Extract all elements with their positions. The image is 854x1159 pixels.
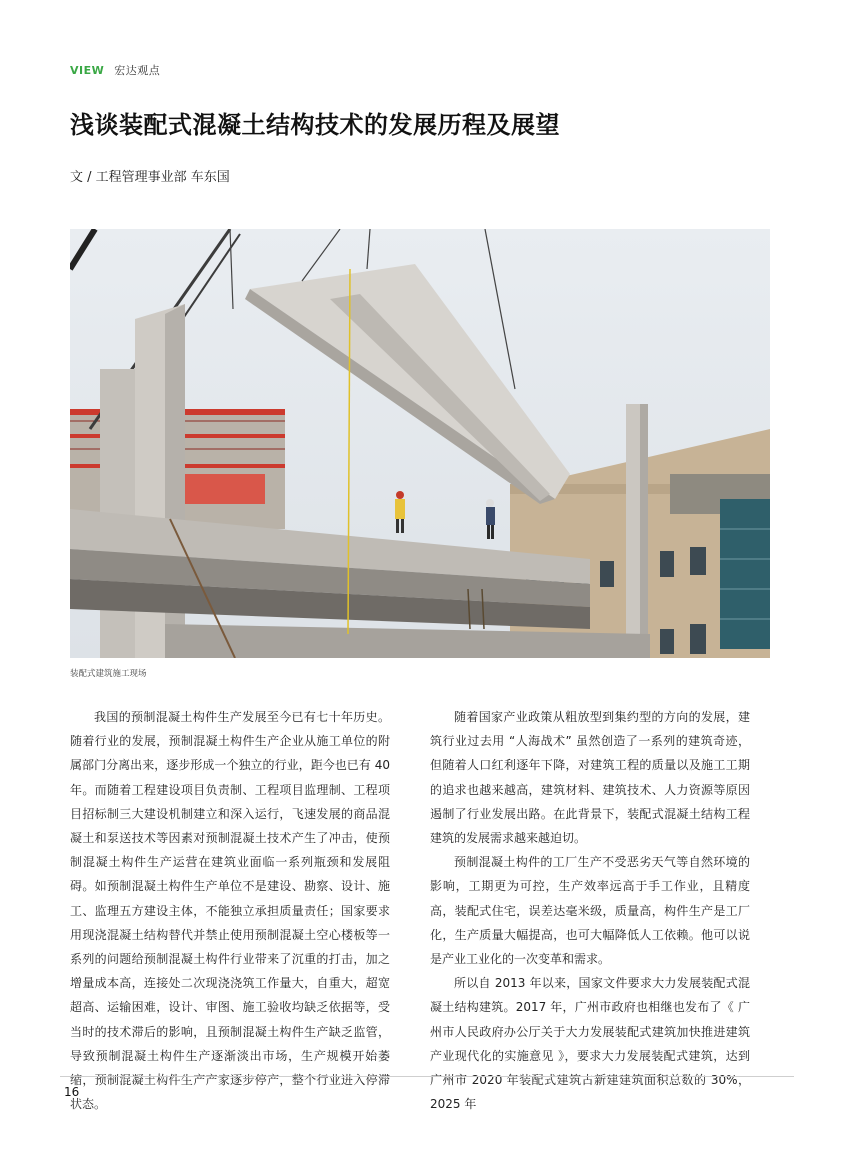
article-title: 浅谈装配式混凝土结构技术的发展历程及展望 [70, 111, 560, 139]
body-paragraph: 预制混凝土构件的工厂生产不受恶劣天气等自然环境的影响，工期更为可控，生产效率远高于手工作业，且精度高，装配式住宅，误差达毫米级，质量高，构件生产是工厂化，生产质量大幅提高，也可大幅降低人工依赖。他可以说是产业工业化的一次变革和需求。 [430, 855, 750, 967]
page-number: 16 [64, 1085, 80, 1099]
photo-caption: 装配式建筑施工现场 [70, 669, 147, 679]
section-tag [70, 62, 160, 78]
footer-divider [60, 1076, 794, 1077]
construction-site-photo [70, 229, 770, 658]
section-name: 宏达观点 [114, 64, 161, 77]
body-paragraph: 我国的预制混凝土构件生产发展至今已有七十年历史。随着行业的发展，预制混凝土构件生产企业从施工单位的附属部门分离出来，逐步形成一个独立的行业，距今也已有 40 年。而随着工程建设项目负责制、工程项目监理制、工程项目招标制三大建设机制建立和深入运行，飞速发展的商品混凝土和泵送技术等因素对预制混凝土技术产生了冲击，使预制混凝土构件生产运营在建筑业面临一系列瓶颈和发展阻碍。如预制混凝土构件生产单位不是建设、勘察、设计、施工、监理五方建设主体，不能独立承担质量责任；国家要求用现浇混凝土结构替代并禁止使用预制混凝土空心楼板等一系列的问题给预制混凝土构件行业带来了沉重的打击，加之增量成本高，连接处二次现浇浇筑工作量大，自重大，超宽超高、运输困难，设计、审图、施工验收均缺乏依据等，受当时的技术滞后的影响，且预制混凝土构件生产缺乏监管，导致预制混凝土构件生产逐渐淡出市场，生产规模开始萎缩，预制混凝土构件生产产家逐步停产，整个行业进入停滞状态。 [70, 710, 390, 1112]
section-tag-label: VIEW [70, 64, 105, 77]
body-column-left [70, 705, 390, 1116]
body-paragraph: 随着国家产业政策从粗放型到集约型的方向的发展，建筑行业过去用 “人海战术” 虽然创造了一系列的建筑奇迹，但随着人口红利逐年下降，对建筑工程的质量以及施工工期的追求也越来越高，建筑材料、建筑技术、人力资源等原因遏制了行业发展出路。在此背景下，装配式混凝土结构工程建筑的发展需求越来越迫切。 [430, 710, 750, 846]
body-column-right [430, 705, 750, 1116]
body-paragraph: 所以自 2013 年以来，国家文件要求大力发展装配式混凝土结构建筑。2017 年，广州市政府也相继也发布了《 广州市人民政府办公厅关于大力发展装配式建筑加快推进建筑产业现代化的实施意见 》，要求大力发展装配式建筑，达到广州市 2020 年装配式建筑占新建建筑面积总数的 30%，2025 年 [430, 976, 750, 1112]
article-byline: 文 / 工程管理事业部 车东国 [70, 170, 230, 185]
